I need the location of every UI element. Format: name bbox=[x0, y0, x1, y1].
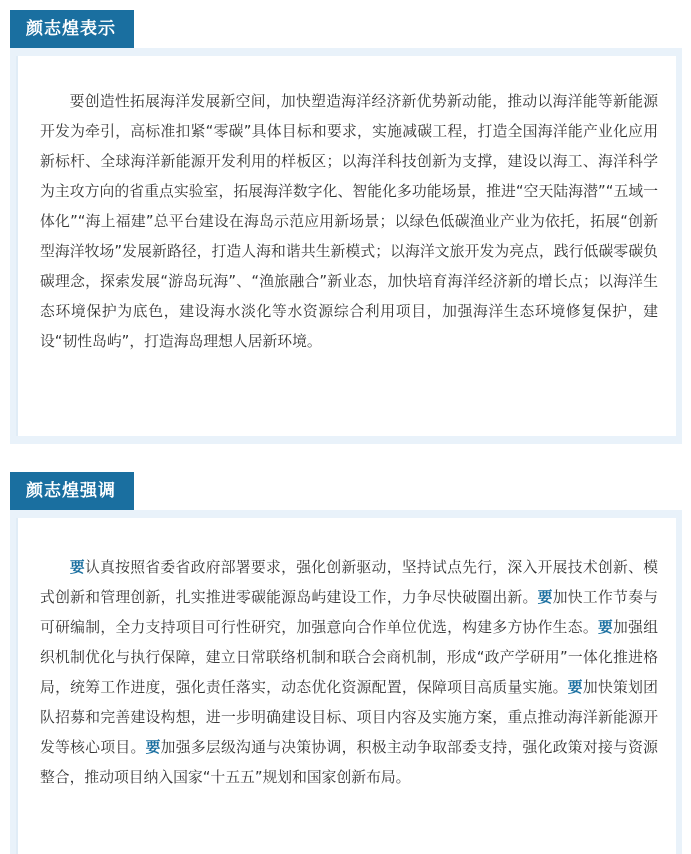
directive-text: 加快策划团队招募和完善建设构想，进一步明确建设目标、项目内容及实施方案，重点推动海洋新能源开发等核心项目。 bbox=[40, 679, 658, 756]
section-2-panel bbox=[16, 518, 676, 854]
directive-text: 加强组织机制优化与执行保障，建立日常联络机制和联合会商机制，形成“政产学研用”一体化推进格局，统筹工作进度，强化责任落实，动态优化资源配置，保障项目高质量实施。 bbox=[40, 619, 658, 696]
section-1-panel bbox=[16, 56, 676, 436]
emphasis-keyword: 要 bbox=[145, 739, 161, 756]
section-1-frame bbox=[10, 48, 682, 444]
section-1-paragraph: 要创造性拓展海洋发展新空间，加快塑造海洋经济新优势新动能，推动以海洋能等新能源开发为牵引，高标准扣紧“零碳”具体目标和要求，实施减碳工程，打造全国海洋能产业化应用新标杆、全球海洋新能源开发利用的样板区；以海洋科技创新为支撑，建设以海工、海洋科学为主攻方向的省重点实验室，拓展海洋数字化、智能化多功能场景，推进“空天陆海潜”“五域一体化”“海上福建”总平台建设在海岛示范应用新场景；以绿色低碳渔业产业为依托，拓展“创新型海洋牧场”发展新路径，打造人海和谐共生新模式；以海洋文旅开发为亮点，践行低碳零碳负碳理念，探索发展“游岛玩海”、“渔旅融合”新业态，加快培育海洋经济新的增长点；以海洋生态环境保护为底色，建设海水淡化等水资源综合利用项目，加强海洋生态环境修复保护，建设“韧性岛屿”，打造海岛理想人居新环境。 bbox=[40, 93, 658, 350]
directive-text: 加强多层级沟通与决策协调，积极主动争取部委支持，强化政策对接与资源整合，推动项目纳入国家“十五五”规划和国家创新布局。 bbox=[40, 739, 658, 786]
emphasis-keyword: 要 bbox=[597, 619, 614, 636]
emphasis-keyword: 要 bbox=[567, 679, 583, 696]
directive-text: 加快工作节奏与可研编制，全力支持项目可行性研究，加强意向合作单位优选，构建多方协作生态。 bbox=[40, 589, 658, 636]
section-1-title: 颜志煌表示 bbox=[10, 10, 134, 48]
emphasis-keyword: 要 bbox=[537, 589, 553, 606]
directive-text: 认真按照省委省政府部署要求，强化创新驱动，坚持试点先行，深入开展技术创新、模式创新和管理创新，扎实推进零碳能源岛屿建设工作，力争尽快破圈出新。 bbox=[40, 559, 658, 606]
emphasis-keyword: 要 bbox=[69, 559, 85, 576]
section-2-paragraph bbox=[40, 553, 658, 793]
section-2-frame bbox=[10, 510, 682, 854]
section-2-title: 颜志煌强调 bbox=[10, 472, 134, 510]
section-2 bbox=[0, 464, 691, 854]
